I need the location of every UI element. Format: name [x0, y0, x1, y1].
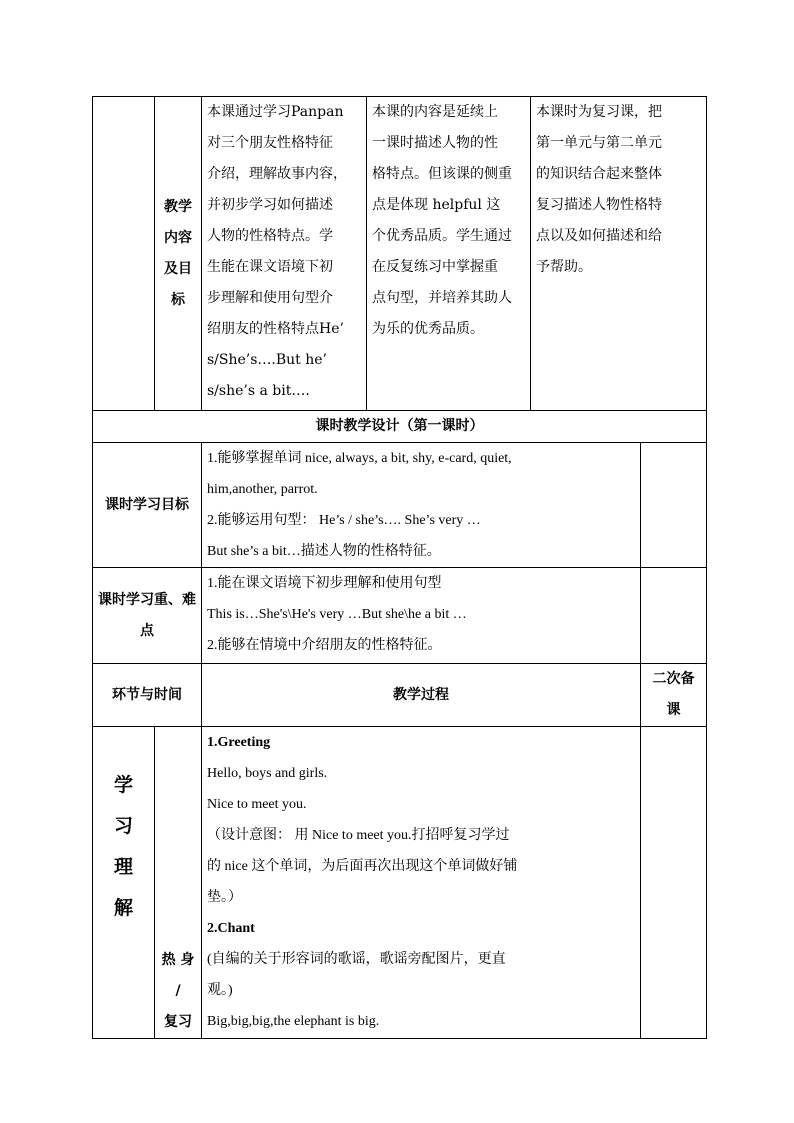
text-line: 点以及如何描述和给 — [536, 228, 662, 244]
lesson2-goals-cell — [367, 97, 531, 411]
text-line: 个优秀品质。学生通过 — [372, 228, 512, 244]
phase-char: 习 — [113, 815, 133, 837]
phase-char: 学 — [113, 774, 133, 796]
stage-time-header: 环节与时间 — [93, 664, 202, 727]
text-line: Nice to meet you. — [207, 797, 307, 812]
content-goals-label — [155, 97, 202, 411]
objectives-label: 课时学习目标 — [93, 443, 202, 568]
text-line: 一课时描述人物的性 — [372, 135, 498, 151]
text-line: 第一单元与第二单元 — [536, 135, 662, 151]
text-line: 本课时为复习课，把 — [536, 104, 662, 120]
design-title-row — [93, 411, 707, 443]
lesson-plan-table — [92, 96, 707, 1039]
text-line: 的知识结合起来整体 — [536, 166, 662, 182]
focus-content — [202, 568, 641, 664]
lesson3-goals-cell — [531, 97, 707, 411]
text-line: 生能在课文语境下初 — [207, 259, 333, 275]
label-line: 及目 — [164, 260, 192, 277]
text-line: But she’s a bit…描述人物的性格特征。 — [207, 544, 441, 559]
text-line: 垫。） — [207, 890, 242, 905]
objectives-content — [202, 443, 641, 568]
text-line: This is…She's\He's very …But she\he a bit … — [207, 607, 467, 622]
text-line: 复习描述人物性格特 — [536, 197, 662, 213]
text-line: him,another, parrot. — [207, 482, 318, 497]
lesson1-goals-cell — [202, 97, 367, 411]
text-line: 的 nice 这个单词，为后面再次出现这个单词做好铺 — [207, 859, 518, 874]
focus-notes-cell — [641, 568, 707, 664]
phase-label — [93, 727, 155, 1039]
process-notes-cell — [641, 727, 707, 1039]
empty-cell — [93, 97, 155, 411]
text-line: 步理解和使用句型介 — [207, 290, 333, 306]
text-line: 2.能够在情境中介绍朋友的性格特征。 — [207, 638, 442, 653]
label-line: 内容 — [164, 229, 192, 246]
text-line: Big,big,big,the elephant is big. — [207, 1014, 380, 1029]
text-line: 介绍，理解故事内容， — [207, 166, 347, 182]
text-line: 本课的内容是延续上 — [372, 104, 498, 120]
header-row — [93, 664, 707, 727]
text-line: s/She’s….But he’ — [207, 352, 328, 368]
focus-row — [93, 568, 707, 664]
process-content — [202, 727, 641, 1039]
phase-char: 理 — [113, 856, 133, 878]
text-line: 1.能在课文语境下初步理解和使用句型 — [207, 576, 442, 591]
step-heading: 1.Greeting — [207, 735, 271, 750]
text-line: (自编的关于形容词的歌谣，歌谣旁配图片，更直 — [207, 952, 506, 967]
label-line: 标 — [171, 291, 185, 308]
text-line: 本课通过学习Panpan — [207, 104, 344, 120]
text-line: 观。) — [207, 983, 233, 998]
process-row — [93, 727, 707, 1039]
text-line: 为乐的优秀品质。 — [372, 321, 484, 337]
text-line: 点是体现 helpful 这 — [372, 197, 501, 213]
objectives-row — [93, 443, 707, 568]
content-goals-row — [93, 97, 707, 411]
step-heading: 2.Chant — [207, 921, 255, 936]
label-line: 热 身 / — [161, 952, 195, 999]
text-line: 在反复练习中掌握重 — [372, 259, 498, 275]
text-line: 并初步学习如何描述 — [207, 197, 333, 213]
design-title: 课时教学设计（第一课时） — [93, 411, 707, 443]
text-line: 绍朋友的性格特点He’ — [207, 321, 344, 337]
text-line: 1.能够掌握单词 nice, always, a bit, shy, e-card, quiet, — [207, 451, 512, 466]
text-line: 点句型，并培养其助人 — [372, 290, 512, 306]
process-header: 教学过程 — [202, 664, 641, 727]
label-line: 教学 — [164, 198, 192, 215]
phase-char: 解 — [113, 897, 133, 919]
text-line: 对三个朋友性格特征 — [207, 135, 333, 151]
label-line: 复习 — [164, 1014, 192, 1030]
second-prep-header: 二次备课 — [641, 664, 707, 727]
focus-label: 课时学习重、难点 — [93, 568, 202, 664]
text-line: （设计意图： 用 Nice to meet you.打招呼复习学过 — [207, 828, 510, 843]
text-line: s/she’s a bit…. — [207, 383, 310, 399]
warmup-label — [155, 727, 202, 1039]
objectives-notes-cell — [641, 443, 707, 568]
text-line: 格特点。但该课的侧重 — [372, 166, 512, 182]
text-line: 予帮助。 — [536, 259, 592, 275]
text-line: 2.能够运用句型： He’s / she’s…. She’s very … — [207, 513, 481, 528]
text-line: 人物的性格特点。学 — [207, 228, 333, 244]
text-line: Hello, boys and girls. — [207, 766, 328, 781]
